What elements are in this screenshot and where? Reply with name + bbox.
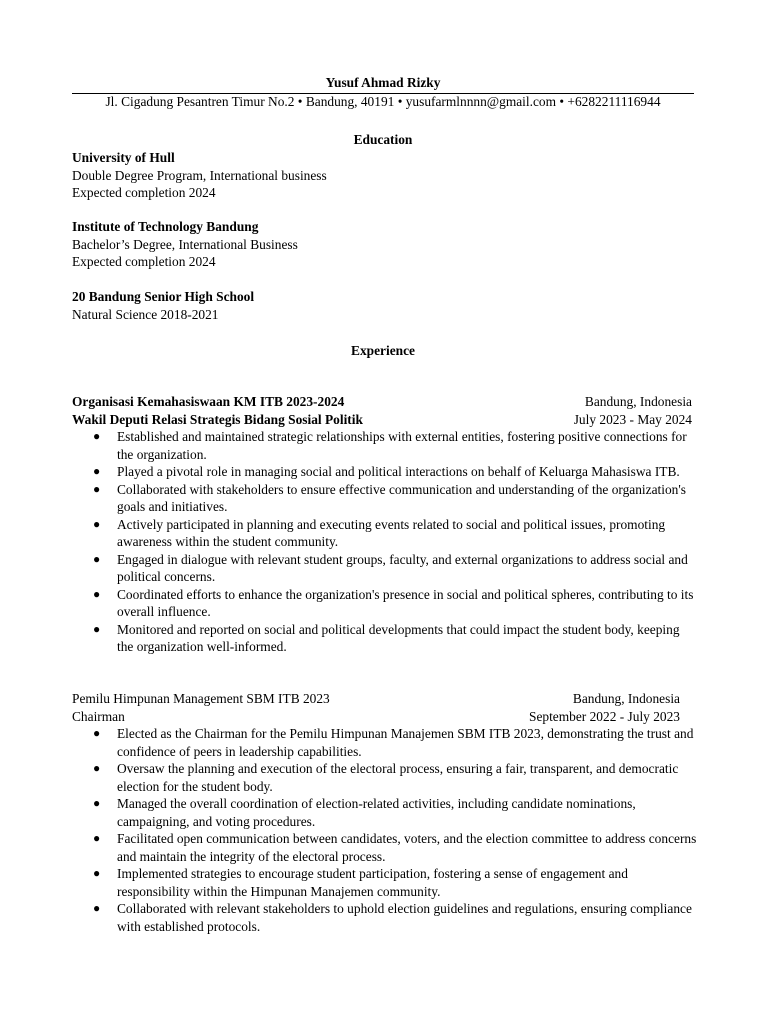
list-item: ● Collaborated with relevant stakeholders to uphold election guidelines and regulations, ensuring compliance with established protocols.: [93, 901, 692, 934]
bullet-icon: ●: [93, 516, 101, 531]
degree-line: Bachelor’s Degree, International Business: [72, 236, 298, 252]
list-item: ● Actively participated in planning and executing events related to social and political issues, promoting awareness within the student community.: [93, 516, 666, 549]
org-row: [72, 690, 680, 708]
bullet-icon: ●: [93, 464, 101, 478]
role-dates: September 2022 - July 2023: [529, 708, 680, 724]
responsibilities-list: [72, 428, 697, 656]
bullet-icon: ●: [93, 726, 101, 740]
list-item: ● Facilitated open communication between candidates, voters, and the election committee to address concerns and maintain the integrity of the electoral process.: [93, 831, 697, 864]
experience-heading: Experience: [351, 343, 415, 358]
list-item: ● Established and maintained strategic relationships with external entities, fostering positive connections for the organization.: [93, 429, 687, 462]
education-entry-itb: [72, 218, 694, 271]
education-entry-sma: [72, 288, 694, 323]
list-item: ● Collaborated with stakeholders to ensure effective communication and understanding of the organization's goals and initiatives.: [93, 481, 686, 514]
resume-name: Yusuf Ahmad Rizky: [325, 75, 441, 90]
role-row: [72, 708, 680, 726]
list-item: ● Implemented strategies to encourage student participation, fostering a sense of engagement and responsibility within the Himpunan Manajemen community.: [93, 866, 628, 899]
school-name: Institute of Technology Bandung: [72, 219, 259, 234]
bullet-icon: ●: [93, 796, 101, 810]
list-item: ● Monitored and reported on social and political developments that could impact the student body, keeping the organization well-informed.: [93, 621, 680, 654]
bullet-icon: ●: [93, 551, 101, 566]
list-item: ● Played a pivotal role in managing social and political interactions on behalf of Keluarga Mahasiswa ITB.: [93, 464, 680, 479]
list-item: ● Managed the overall coordination of election-related activities, including candidate nominations, campaigning, and voting procedures.: [93, 796, 636, 829]
org-name: Pemilu Himpunan Management SBM ITB 2023: [72, 691, 330, 706]
experience-entry-km-itb: [72, 393, 692, 656]
bullet-icon: ●: [93, 429, 101, 443]
completion-line: Expected completion 2024: [72, 185, 216, 200]
bullet-icon: ●: [93, 586, 101, 601]
program-line: Natural Science 2018-2021: [72, 306, 219, 322]
school-name: 20 Bandung Senior High School: [72, 289, 255, 304]
list-item: ● Oversaw the planning and execution of the electoral process, ensuring a fair, transparent, and democratic election for the student body.: [93, 761, 679, 794]
education-entry-hull: [72, 149, 694, 202]
contact-line: Jl. Cigadung Pesantren Timur No.2 • Bandung, 40191 • yusufarmlnnnn@gmail.com • +6282211116944: [105, 94, 661, 109]
education-heading: Education: [353, 132, 413, 147]
bullet-icon: ●: [93, 621, 101, 636]
org-location: Bandung, Indonesia: [572, 691, 680, 706]
org-row: [72, 393, 692, 411]
responsibilities-list: [72, 725, 700, 935]
degree-line: Double Degree Program, International business: [72, 167, 327, 183]
bullet-icon: ●: [93, 831, 101, 845]
bullet-icon: ●: [93, 761, 101, 775]
list-item: ● Elected as the Chairman for the Pemilu Himpunan Manajemen SBM ITB 2023, demonstrating the trust and confidence of peers in leadership capabilities.: [93, 726, 694, 759]
role-title: Wakil Deputi Relasi Strategis Bidang Sosial Politik: [72, 411, 363, 427]
completion-line: Expected completion 2024: [72, 254, 216, 269]
list-item: ● Engaged in dialogue with relevant student groups, faculty, and external organizations to address social and political concerns.: [93, 551, 688, 584]
bullet-icon: ●: [93, 901, 101, 915]
bullet-icon: ●: [93, 481, 101, 496]
school-name: University of Hull: [72, 150, 175, 165]
bullet-icon: ●: [93, 866, 101, 880]
role-title: Chairman: [72, 708, 125, 724]
org-name: Organisasi Kemahasiswaan KM ITB 2023-2024: [72, 394, 345, 409]
list-item: ● Coordinated efforts to enhance the organization's presence in social and political spheres, contributing to its overall influence.: [93, 586, 694, 619]
experience-entry-pemilu: [72, 690, 697, 935]
role-dates: July 2023 - May 2024: [573, 411, 692, 427]
role-row: [72, 411, 692, 429]
org-location: Bandung, Indonesia: [584, 394, 692, 409]
